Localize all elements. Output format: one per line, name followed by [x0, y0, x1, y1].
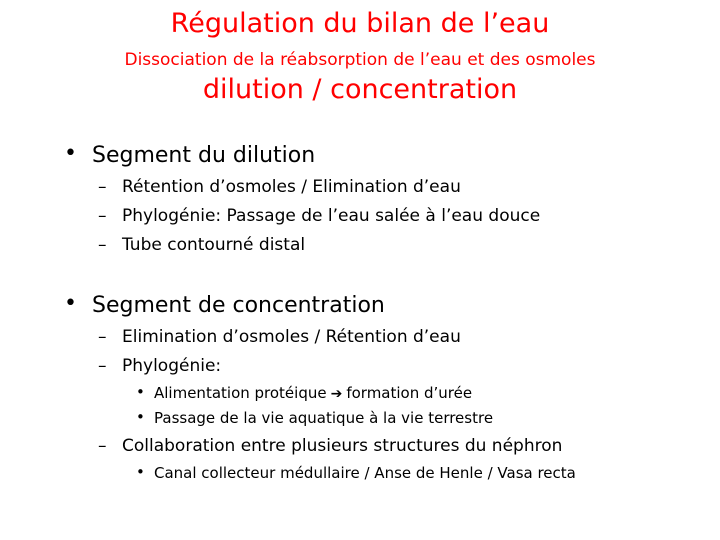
- sub-bullet-marker: •: [136, 383, 145, 401]
- list-item: Collaboration entre plusieurs structures du néphron: [122, 436, 563, 456]
- slide-subtitle: Dissociation de la réabsorption de l’eau et des osmoles: [124, 50, 596, 70]
- slide-title: Régulation du bilan de l’eau: [170, 8, 550, 39]
- dash-marker: –: [98, 177, 107, 197]
- list-item: Phylogénie: Passage de l’eau salée à l’eau douce: [122, 206, 541, 226]
- bullet-marker: •: [64, 141, 77, 166]
- sub-list-item: Canal collecteur médullaire / Anse de Henle / Vasa recta: [154, 464, 576, 482]
- dash-marker: –: [98, 235, 107, 255]
- slide-title-secondary: dilution / concentration: [202, 74, 518, 105]
- sub-list-item: [154, 384, 472, 402]
- right-arrow-icon: ➔: [330, 386, 343, 402]
- list-item: Phylogénie:: [122, 356, 222, 376]
- section-heading-concentration: Segment de concentration: [92, 293, 385, 318]
- sub-item-text: formation d’urée: [346, 384, 473, 402]
- sub-item-text: Alimentation protéique: [154, 384, 327, 402]
- sub-list-item: Passage de la vie aquatique à la vie terrestre: [154, 409, 494, 427]
- dash-marker: –: [98, 327, 107, 347]
- list-item: Rétention d’osmoles / Elimination d’eau: [122, 177, 461, 197]
- dash-marker: –: [98, 206, 107, 226]
- dash-marker: –: [98, 436, 107, 456]
- dash-marker: –: [98, 356, 107, 376]
- sub-bullet-marker: •: [136, 463, 145, 481]
- bullet-marker: •: [64, 291, 77, 316]
- list-item: Tube contourné distal: [122, 235, 306, 255]
- list-item: Elimination d’osmoles / Rétention d’eau: [122, 327, 461, 347]
- sub-bullet-marker: •: [136, 408, 145, 426]
- section-heading-dilution: Segment du dilution: [92, 143, 316, 168]
